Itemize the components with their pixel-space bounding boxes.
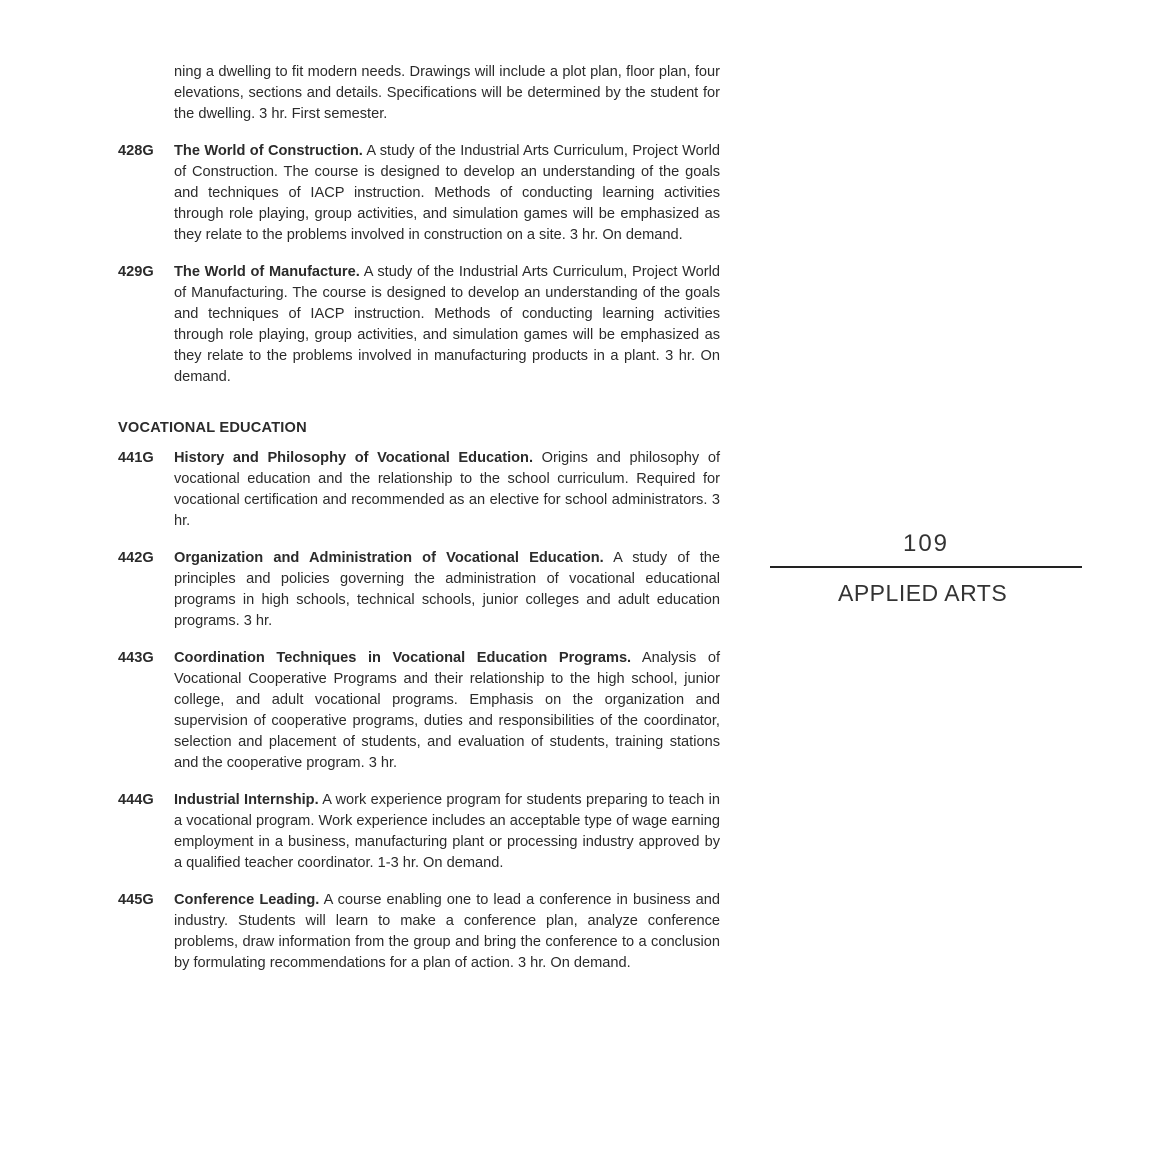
course-description: Origins and philosophy of vocational education and the relationship to the school curriculum. Required for vocational certification and recommended as an elective for school administrators. 3 hr. [174, 450, 720, 529]
course-entry-429g [118, 262, 720, 388]
course-body [174, 790, 720, 874]
course-code: 443G [118, 650, 154, 666]
course-body [174, 890, 720, 974]
course-title: History and Philosophy of Vocational Education. [174, 450, 534, 466]
course-body [174, 648, 720, 774]
course-entry-441g [118, 448, 720, 532]
continued-course-description: ning a dwelling to fit modern needs. Drawings will include a plot plan, floor plan, four elevations, sections and details. Specifications will be determined by the student for the dwelling. 3 hr. First semester. [174, 64, 720, 122]
course-code: 428G [118, 143, 154, 159]
course-title: The World of Construction. [174, 143, 363, 159]
course-code: 442G [118, 550, 154, 566]
course-description: A work experience program for students preparing to teach in a vocational program. Work experience includes an acceptable type of wage earning employment in a business, manufacturing plant or processing industry approved by a qualified teacher coordinator. 1-3 hr. On demand. [174, 792, 721, 871]
divider-rule [770, 566, 1082, 568]
course-title: The World of Manufacture. [174, 264, 360, 280]
course-code: 445G [118, 892, 154, 908]
section-heading-vocational-education: VOCATIONAL EDUCATION [118, 420, 307, 436]
course-title: Conference Leading. [174, 892, 320, 908]
course-body [174, 548, 720, 632]
course-description: Analysis of Vocational Cooperative Programs and their relationship to the high school, junior college, and adult vocational programs. Emphasis on the organization and supervision of cooperative programs, duties and responsibilities of the coordinator, selection and placement of students, and evaluation of students, training stations and the cooperative program. 3 hr. [174, 650, 721, 771]
page-number: 109 [902, 530, 950, 557]
course-title: Industrial Internship. [174, 792, 319, 808]
course-description: A study of the Industrial Arts Curriculum, Project World of Construction. The course is designed to develop an understanding of the goals and techniques of IACP instruction. Methods of conducting learning activities through role playing, group activities, and simulation games will be emphasized as they relate to the problems involved in construction on a site. 3 hr. On demand. [174, 143, 720, 243]
page-sidebar [770, 530, 1082, 607]
course-entry-428g [118, 141, 720, 246]
course-description: A course enabling one to lead a conference in business and industry. Students will learn to make a conference plan, analyze conference problems, draw information from the group and bring the conference to a conclusion by formulating recommendations for a plan of action. 3 hr. On demand. [174, 892, 721, 971]
course-code: 441G [118, 450, 154, 466]
course-entry-445g [118, 890, 720, 974]
course-entry-442g [118, 548, 720, 632]
running-section-title: APPLIED ARTS [838, 580, 1008, 606]
course-title: Coordination Techniques in Vocational Education Programs. [174, 650, 632, 666]
course-entry-443g [118, 648, 720, 774]
course-body [174, 141, 720, 246]
course-body [174, 262, 720, 388]
course-code: 429G [118, 264, 154, 280]
course-title: Organization and Administration of Vocational Education. [174, 550, 604, 566]
course-code: 444G [118, 792, 154, 808]
course-entry-444g [118, 790, 720, 874]
course-description: A study of the Industrial Arts Curriculum, Project World of Manufacturing. The course is designed to develop an understanding of the goals and techniques of IACP instruction. Methods of conducting learning activities through role playing, group activities, and simulation games will be emphasized as they relate to the problems involved in manufacturing products in a plant. 3 hr. On demand. [174, 264, 720, 385]
course-body [174, 448, 720, 532]
course-description: A study of the principles and policies governing the administration of vocational educational programs in high schools, technical schools, junior colleges and adult education programs. 3 hr. [174, 550, 720, 629]
course-listing-column [118, 62, 720, 974]
